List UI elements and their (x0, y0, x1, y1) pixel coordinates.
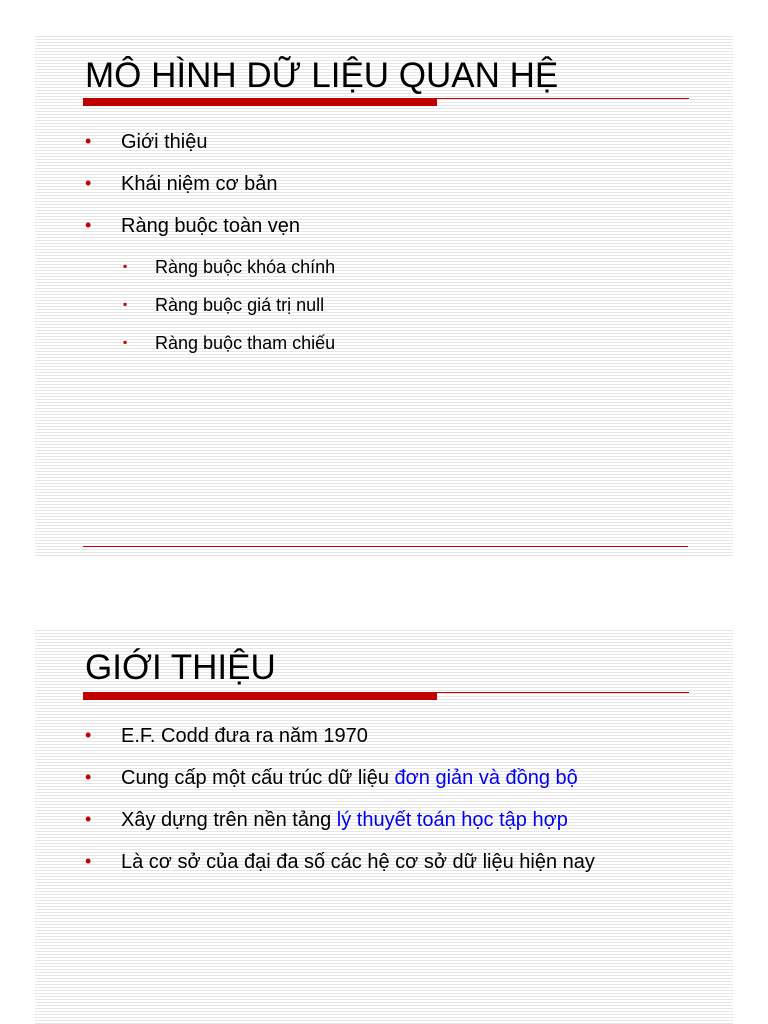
bullet-item (85, 767, 578, 790)
round-bullet-icon: • (85, 851, 92, 871)
bullet-text: E.F. Codd đưa ra năm 1970 (121, 725, 368, 747)
slide-title: GIỚI THIỆU (85, 648, 276, 687)
slide-1 (35, 34, 733, 557)
bullet-item (85, 215, 301, 238)
bullet-text: Cung cấp một cấu trúc dữ liệu (121, 767, 395, 789)
round-bullet-icon: • (85, 767, 92, 787)
bullet-highlight: lý thuyết toán học tập hợp (336, 809, 568, 831)
sub-bullet-item (123, 257, 336, 278)
title-accent-bar (83, 692, 437, 700)
round-bullet-icon: • (85, 215, 92, 235)
round-bullet-icon: • (85, 725, 92, 745)
bullet-item (85, 851, 595, 874)
square-bullet-icon: ▪ (123, 335, 128, 349)
sub-bullet-text: Ràng buộc giá trị null (155, 295, 325, 315)
round-bullet-icon: • (85, 173, 92, 193)
bullet-highlight: đơn giản và đồng bộ (394, 767, 578, 789)
bullet-item (85, 173, 278, 196)
square-bullet-icon: ▪ (123, 259, 128, 273)
bullet-text: Xây dựng trên nền tảng (121, 809, 337, 831)
slide-2 (35, 628, 733, 1024)
slide-title: MÔ HÌNH DỮ LIỆU QUAN HỆ (85, 56, 559, 95)
sub-bullet-text: Ràng buộc tham chiếu (155, 333, 336, 353)
bullet-text: Khái niệm cơ bản (121, 173, 278, 195)
sub-bullet-item (123, 295, 325, 316)
bullet-item (85, 809, 568, 832)
bullet-text: Ràng buộc toàn vẹn (121, 215, 301, 237)
bullet-text: Là cơ sở của đại đa số các hệ cơ sở dữ liệu hiện nay (121, 851, 595, 873)
sub-bullet-text: Ràng buộc khóa chính (155, 257, 336, 277)
title-accent-bar (83, 98, 437, 106)
bullet-item (85, 131, 208, 154)
footer-rule (83, 546, 688, 547)
square-bullet-icon: ▪ (123, 297, 128, 311)
round-bullet-icon: • (85, 131, 92, 151)
sub-bullet-item (123, 333, 336, 354)
bullet-text: Giới thiệu (121, 131, 208, 153)
round-bullet-icon: • (85, 809, 92, 829)
bullet-item (85, 725, 368, 748)
